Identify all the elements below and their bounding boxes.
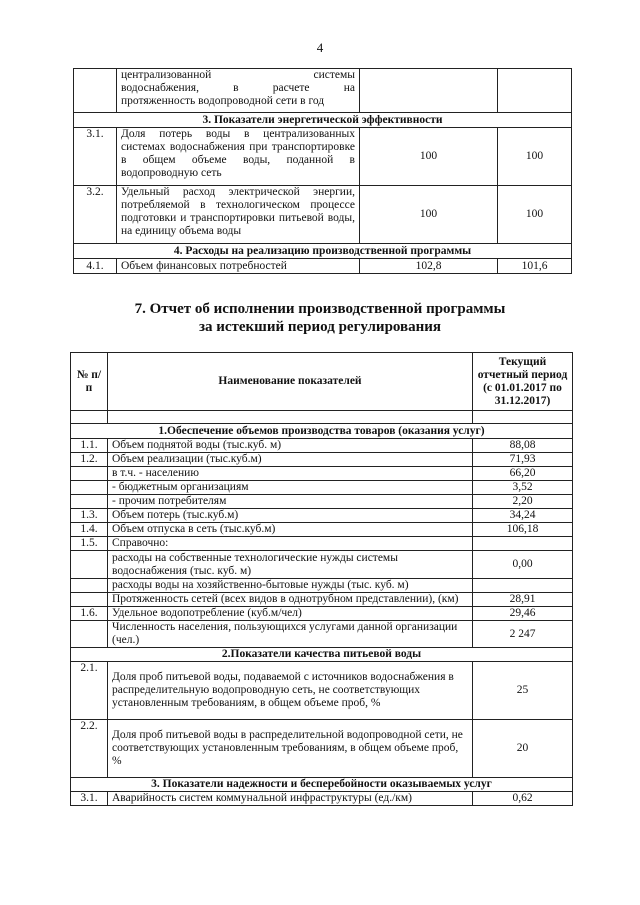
row-number — [71, 551, 108, 579]
row-value: 20 — [473, 720, 573, 778]
row-text: Численность населения, пользующихся услугами данной организации (чел.) — [108, 621, 473, 648]
value-cell — [498, 69, 572, 113]
table-row — [74, 69, 572, 113]
row-number — [71, 621, 108, 648]
row-value — [473, 537, 573, 551]
row-text: Удельное водопотребление (куб.м/чел) — [108, 607, 473, 621]
table-row — [74, 128, 572, 186]
table-row — [71, 467, 573, 481]
row-number — [71, 481, 108, 495]
header-row — [71, 353, 573, 411]
empty-cell — [473, 411, 573, 424]
header-name: Наименование показателей — [108, 353, 473, 411]
row-text: расходы воды на хозяйственно-бытовые нужды (тыс. куб. м) — [108, 579, 473, 593]
row-value-2: 101,6 — [498, 259, 572, 274]
table-row — [71, 621, 573, 648]
program-report-table — [70, 352, 573, 806]
row-text: Протяженность сетей (всех видов в однотрубном представлении), (км) — [108, 593, 473, 607]
section-row — [74, 244, 572, 259]
row-value: 88,08 — [473, 439, 573, 453]
section-heading: 1.Обеспечение объемов производства товаров (оказания услуг) — [71, 424, 573, 439]
table-row — [71, 523, 573, 537]
empty-cell — [108, 411, 473, 424]
row-value: 25 — [473, 662, 573, 720]
section-row — [71, 648, 573, 662]
row-text: Справочно: — [108, 537, 473, 551]
row-number: 2.2. — [71, 720, 108, 778]
text-line: централизованной системы — [121, 69, 355, 81]
title-line-2: за истекший период регулирования — [198, 319, 442, 335]
row-number: 2.1. — [71, 662, 108, 720]
row-number: 1.1. — [71, 439, 108, 453]
row-value-1: 100 — [360, 128, 498, 186]
section-heading: 4. Расходы на реализацию производственной программы — [74, 244, 572, 259]
row-text: Доля потерь воды в централизованных системах водоснабжения при транспортировке в общем объеме воды, поданной в водопроводную сеть — [117, 128, 360, 186]
page-number: 4 — [316, 40, 324, 55]
row-text: Доля проб питьевой воды, подаваемой с источников водоснабжения в распределительную водопроводную сеть, не соответствующих установленным требованиям, в общем объеме проб, % — [108, 662, 473, 720]
table-row — [71, 439, 573, 453]
row-value: 71,93 — [473, 453, 573, 467]
row-value-2: 100 — [498, 128, 572, 186]
row-number: 4.1. — [74, 259, 117, 274]
table-row — [74, 259, 572, 274]
row-number: 1.2. — [71, 453, 108, 467]
table-row — [71, 537, 573, 551]
row-number: 3.1. — [74, 128, 117, 186]
empty-cell — [71, 411, 108, 424]
row-number — [71, 593, 108, 607]
section-row — [71, 778, 573, 792]
header-num: № п/п — [71, 353, 108, 411]
spacer-row — [71, 411, 573, 424]
row-number: 1.3. — [71, 509, 108, 523]
section-row — [71, 424, 573, 439]
row-text: Объем финансовых потребностей — [117, 259, 360, 274]
row-number: 3.2. — [74, 186, 117, 244]
row-text: расходы на собственные технологические нужды системы водоснабжения (тыс. куб. м) — [108, 551, 473, 579]
table-row — [74, 186, 572, 244]
table-row — [71, 495, 573, 509]
row-number — [71, 495, 108, 509]
row-number-cell — [74, 69, 117, 113]
table-row — [71, 453, 573, 467]
row-text: Объем поднятой воды (тыс.куб. м) — [108, 439, 473, 453]
energy-efficiency-table — [73, 68, 572, 274]
row-number: 1.5. — [71, 537, 108, 551]
row-text: Аварийность систем коммунальной инфраструктуры (ед./км) — [108, 792, 473, 806]
row-text: Удельный расход электрической энергии, потребляемой в технологическом процессе подготовки и транспортировки питьевой воды, на единицу объема воды — [117, 186, 360, 244]
table-row — [71, 551, 573, 579]
section-heading: 2.Показатели качества питьевой воды — [71, 648, 573, 662]
table-row — [71, 792, 573, 806]
row-value: 106,18 — [473, 523, 573, 537]
table-row — [71, 720, 573, 778]
table-row — [71, 607, 573, 621]
row-value-2: 100 — [498, 186, 572, 244]
row-number: 1.4. — [71, 523, 108, 537]
row-text: - бюджетным организациям — [108, 481, 473, 495]
row-number — [71, 579, 108, 593]
row-value: 66,20 — [473, 467, 573, 481]
table-row — [71, 579, 573, 593]
section-title — [0, 300, 640, 336]
header-period: Текущий отчетный период (с 01.01.2017 по 31.12.2017) — [473, 353, 573, 411]
row-number — [71, 467, 108, 481]
row-value: 0,00 — [473, 551, 573, 579]
text-line: водоснабжения, в расчете на — [121, 82, 355, 94]
row-value: 28,91 — [473, 593, 573, 607]
row-text: Объем отпуска в сеть (тыс.куб.м) — [108, 523, 473, 537]
row-value: 29,46 — [473, 607, 573, 621]
table-row — [71, 593, 573, 607]
table-row — [71, 481, 573, 495]
section-row — [74, 113, 572, 128]
row-value: 34,24 — [473, 509, 573, 523]
section-heading: 3. Показатели энергетической эффективности — [74, 113, 572, 128]
table-row — [71, 662, 573, 720]
value-cell — [360, 69, 498, 113]
row-value: 3,52 — [473, 481, 573, 495]
row-text: Объем реализации (тыс.куб.м) — [108, 453, 473, 467]
row-text: в т.ч. - населению — [108, 467, 473, 481]
row-value: 2,20 — [473, 495, 573, 509]
row-value: 0,62 — [473, 792, 573, 806]
row-value: 2 247 — [473, 621, 573, 648]
row-number: 1.6. — [71, 607, 108, 621]
text-line: протяженность водопроводной сети в год — [121, 95, 325, 107]
row-text: - прочим потребителям — [108, 495, 473, 509]
section-heading: 3. Показатели надежности и бесперебойности оказываемых услуг — [71, 778, 573, 792]
table-row — [71, 509, 573, 523]
row-text: Объем потерь (тыс.куб.м) — [108, 509, 473, 523]
row-number: 3.1. — [71, 792, 108, 806]
row-value — [473, 579, 573, 593]
row-value-1: 100 — [360, 186, 498, 244]
title-line-1: 7. Отчет об исполнении производственной программы — [134, 301, 506, 317]
row-text: Доля проб питьевой воды в распределительной водопроводной сети, не соответствующих установленным требованиям, в общем объеме проб, % — [108, 720, 473, 778]
row-text-cell — [117, 69, 360, 113]
row-value-1: 102,8 — [360, 259, 498, 274]
